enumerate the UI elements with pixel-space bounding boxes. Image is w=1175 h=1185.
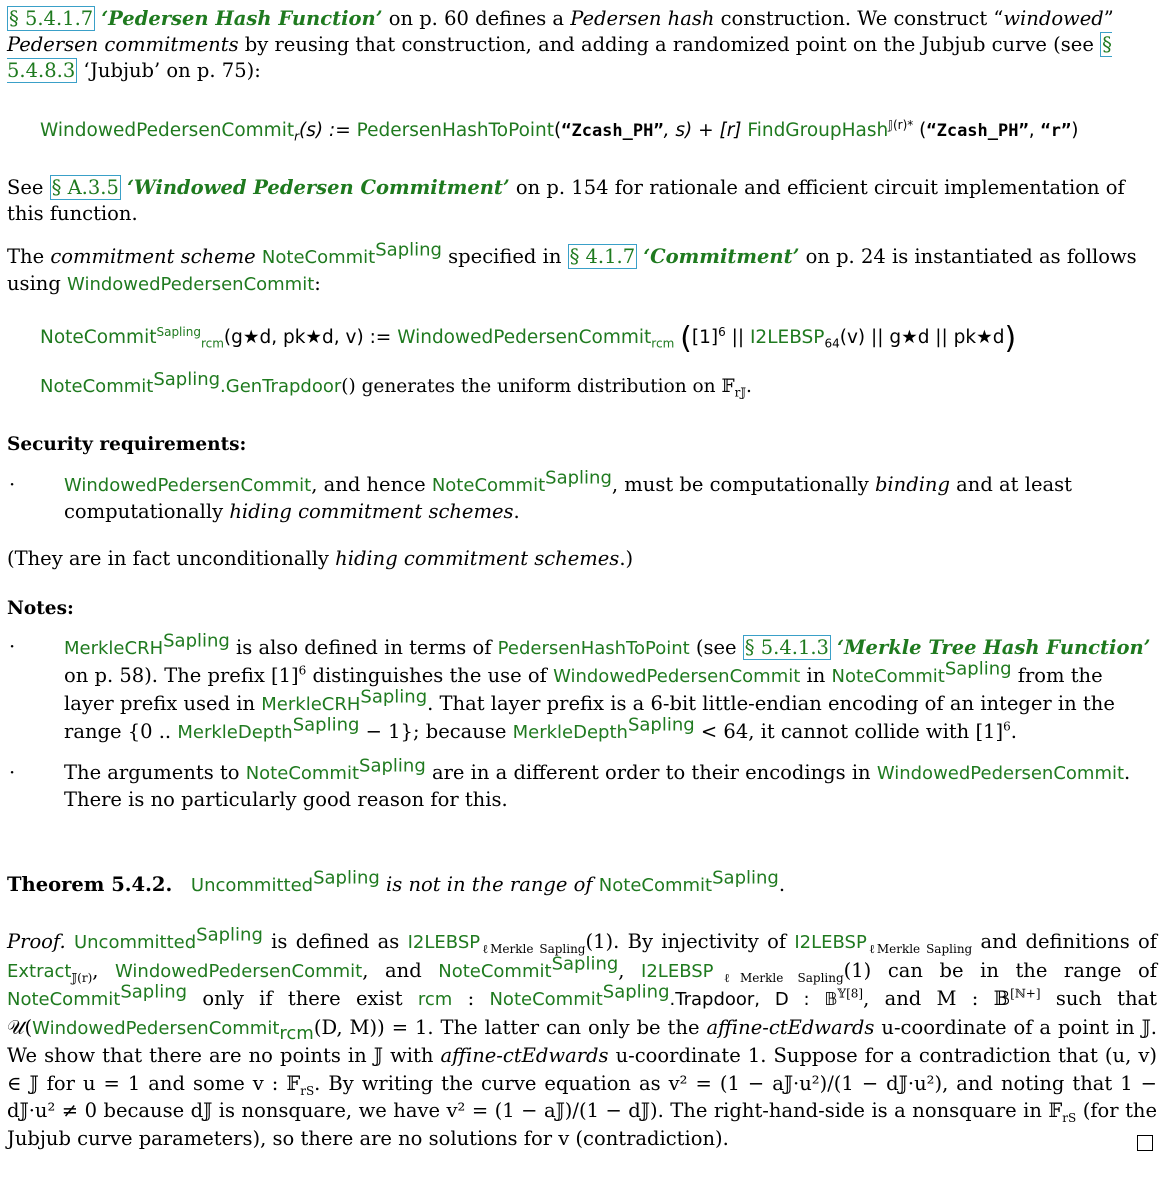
section-link-pedersen-hash[interactable]: § 5.4.1.7 — [9, 7, 94, 30]
superscript: 𝕐[8] — [837, 986, 864, 1001]
note-text: on p. 58). The prefix [1] — [64, 664, 299, 687]
proof-text: , and M : 𝔹 — [863, 987, 1011, 1010]
fn-merkle-crh[interactable]: MerkleCRH — [64, 638, 164, 659]
proof-text: .Trapdoor, D : 𝔹 — [669, 989, 838, 1010]
superscript: Sapling — [156, 324, 201, 339]
subscript: ℓMerkle Sapling — [866, 941, 973, 956]
fn-merkle-crh[interactable]: MerkleCRH — [261, 694, 361, 715]
paren-emph: hiding commitment schemes — [335, 547, 620, 570]
fn-find-group-hash[interactable]: FindGroupHash — [747, 120, 889, 141]
string-literal: “r” — [1040, 121, 1072, 141]
string-literal: “Zcash_PH” — [561, 121, 664, 141]
math-text: || — [725, 327, 750, 348]
section-link-jubjub[interactable]: § 5.4.8.3 — [7, 33, 1112, 82]
bullet-text: and at least computationally — [64, 473, 1072, 523]
fn-windowed-pedersen-commit[interactable]: WindowedPedersenCommit — [115, 960, 363, 982]
fn-i2lebsp[interactable]: I2LEBSP — [794, 932, 867, 953]
proof-text: . By writing the curve equation as v² = (1 − a𝕁·u²)/(1 − d𝕁·u²), and noting that 1 − d𝕁·u² ≠ 0 because d𝕁 is nonsquare, we have v² = (1 − a𝕁)/(1 − d𝕁). The right-hand-side is a nonsquare in 𝔽 — [7, 1071, 1157, 1122]
math-text: ) — [1071, 120, 1079, 141]
subscript: r — [294, 129, 300, 144]
intro-text: on p. 60 defines a — [382, 7, 571, 30]
note-text: (see — [689, 636, 743, 659]
paren-text: .) — [619, 547, 634, 570]
proof-text: (1). By injectivity of — [585, 930, 795, 953]
superscript: 𝕁(r)* — [888, 117, 914, 132]
section-title-merkle-tree[interactable]: ‘Merkle Tree Hash Function’ — [837, 636, 1151, 659]
note-text: − 1}; because — [359, 720, 513, 743]
note-commit-definition — [40, 321, 1150, 356]
fn-gen-trapdoor[interactable]: .GenTrapdoor — [220, 376, 342, 397]
proof-text: is defined as — [262, 930, 408, 953]
math-text: () generates the uniform distribution on 𝔽 — [341, 376, 735, 397]
subscript: 64 — [824, 336, 840, 351]
intro-emph: windowed — [1003, 7, 1104, 30]
theorem-5-4-2 — [7, 867, 1157, 899]
fn-i2lebsp[interactable]: I2LEBSP — [641, 960, 714, 982]
superscript: Sapling — [602, 981, 670, 1003]
scheme-paragraph — [7, 239, 1157, 298]
fn-note-commit[interactable]: NoteCommit — [261, 247, 376, 268]
fn-note-commit[interactable]: NoteCommit — [489, 989, 603, 1010]
superscript: Sapling — [313, 867, 380, 889]
see-paragraph — [7, 175, 1157, 227]
note-text: The arguments to — [64, 761, 246, 784]
superscript: Sapling — [163, 630, 230, 652]
note-text: . That layer prefix is a 6-bit little-endian encoding of an integer in the range {0 .. — [64, 692, 1115, 743]
proof-text: (D, M)) = 1. The latter can only be the — [313, 1015, 707, 1039]
notes-heading: Notes: — [7, 598, 74, 619]
fn-extract[interactable]: Extract — [7, 960, 72, 982]
note-text: . There is no particularly good reason for this. — [64, 761, 1131, 811]
fn-windowed-pedersen-commit[interactable]: WindowedPedersenCommit — [67, 274, 315, 295]
fn-merkle-depth[interactable]: MerkleDepth — [177, 722, 293, 743]
subscript: rcm — [279, 1022, 314, 1044]
fn-windowed-pedersen-commit[interactable]: WindowedPedersenCommit — [40, 120, 295, 141]
fn-windowed-pedersen-commit[interactable]: WindowedPedersenCommit — [876, 763, 1125, 784]
subscript: rS — [300, 1083, 315, 1098]
proof-text: , and — [362, 958, 439, 982]
scheme-text: on p. 24 is instantiated as follows using — [7, 245, 1137, 295]
note-text: is also defined in terms of — [229, 636, 498, 659]
bullet-dot: · — [9, 635, 16, 658]
proof-text: and definitions of — [972, 930, 1157, 953]
see-text: See — [7, 176, 50, 199]
fn-windowed-pedersen-commit[interactable]: WindowedPedersenCommit — [32, 1017, 280, 1039]
windowed-pedersen-definition — [40, 118, 1150, 144]
bullet-text: . — [513, 500, 520, 523]
unconditional-note — [7, 546, 1157, 572]
superscript: Sapling — [196, 924, 263, 946]
superscript: Sapling — [712, 867, 779, 889]
superscript: Sapling — [359, 755, 426, 777]
fn-note-commit[interactable]: NoteCommit — [831, 666, 945, 687]
intro-text: ‘Jubjub’ on p. 75): — [77, 59, 261, 82]
scheme-emph: commitment scheme — [50, 245, 256, 268]
fn-merkle-depth[interactable]: MerkleDepth — [512, 722, 628, 743]
fn-uncommitted[interactable]: Uncommitted — [73, 932, 197, 953]
qed-box-icon — [1137, 1135, 1153, 1151]
fn-i2lebsp[interactable]: I2LEBSP — [407, 932, 481, 953]
bullet-dot: · — [9, 473, 16, 496]
math-text: , — [1028, 120, 1041, 141]
theorem-text: is not in the range of — [379, 873, 599, 896]
math-text: ( — [913, 120, 927, 141]
paren-text: (They are in fact unconditionally — [7, 547, 336, 570]
proof-emph: affine-ctEdwards — [440, 1044, 609, 1067]
scheme-text: The — [7, 245, 51, 268]
subscript: rcm — [200, 336, 224, 351]
fn-uncommitted[interactable]: Uncommitted — [190, 875, 314, 896]
fn-note-commit[interactable]: NoteCommit — [245, 763, 360, 784]
fn-note-commit[interactable]: NoteCommit — [40, 327, 157, 348]
fn-note-commit[interactable]: NoteCommit — [7, 989, 121, 1010]
scheme-text: specified in — [441, 245, 568, 268]
section-link-windowed-commitment[interactable]: § A.3.5 — [51, 176, 119, 199]
math-text: [1] — [691, 327, 719, 348]
proof-label: Proof. — [7, 930, 66, 953]
fn-note-commit[interactable]: NoteCommit — [40, 376, 154, 397]
bullet-text: , and hence — [311, 473, 432, 496]
subscript: r𝕁 — [734, 385, 747, 400]
note-bullet-2 — [7, 755, 1157, 813]
proof: Proof. Uncommitted$^{Sapling}$ is defined as $I2LEBSP_{\ell Merkle Sapling}(1)$. By injectivity of $I2LEBSP_{\ell Merkle Sapling}$ and definitions of Extract$_{𝕁(r)}$, WindowedPedersenCommit, and NoteCommit$^{Sapling}$, $I2LEBSP_{\ell Merkle Sapling}(1)$ can be in the range of NoteCommit$^{Sapling}$ only if there exist rcm : NoteCommit$^{Sapling}$.Trapdoor, D : 𝔹$^{𝕐[8]}$, and M : 𝔹[ℕ+] such that 𝒰(WindowedPedersenCommit$_{rcm}$(D, M)) = 1. The latter can only be the affine-ctEdwards u-coordinate of a point in 𝕁. We show that there are no points in 𝕁 with affine-ctEdwards u-coordinate 1. Suppose for a contradiction that (u, v) ∈ 𝕁 for u = 1 and some v : 𝔽$_{rS}$. By writing the curve equation as v² = (1 − a𝕁·u²)/(1 − d𝕁·u²), and noting that 1 − d𝕁·u² ≠ 0 because d𝕁 is nonsquare, we have v² = (1 − a𝕁)/(1 − d𝕁). The right-hand-side is a nonsquare in 𝔽$_{rS}$ (for the Jubjub curve parameters), so there are no solutions for v (contradiction). — [7, 924, 1158, 1150]
proof-text: u-coordinate of a point in 𝕁. We show that there are no points in 𝕁 with — [7, 1015, 1157, 1067]
bullet-emph: hiding commitment schemes — [229, 500, 514, 523]
bullet-dot: · — [9, 761, 16, 784]
fn-pedersen-hash-to-point[interactable]: PedersenHashToPoint — [356, 120, 555, 141]
security-heading: Security requirements: — [7, 434, 247, 455]
see-text: on p. 154 for rationale and efficient circuit implementation of this function. — [7, 176, 1125, 225]
scheme-text: : — [314, 272, 321, 295]
superscript: Sapling — [153, 368, 221, 390]
intro-paragraph — [7, 6, 1157, 84]
superscript: Sapling — [120, 981, 188, 1003]
fn-windowed-pedersen-commit[interactable]: WindowedPedersenCommit — [397, 327, 652, 348]
bullet-text: , must be computationally — [611, 473, 875, 496]
var-rcm[interactable]: rcm — [417, 989, 453, 1010]
intro-emph: Pedersen commitments — [7, 33, 239, 56]
fn-pedersen-hash-to-point[interactable]: PedersenHashToPoint — [497, 638, 690, 659]
subscript: rS — [1062, 1110, 1077, 1125]
proof-emph: affine-ctEdwards — [706, 1015, 875, 1039]
fn-note-commit[interactable]: NoteCommit — [431, 475, 546, 496]
note-bullet-1 — [7, 630, 1157, 746]
security-bullet — [7, 467, 1157, 525]
note-text: are in a different order to their encodings in — [425, 761, 877, 784]
proof-text: only if there exist — [187, 987, 418, 1010]
superscript: 6 — [718, 324, 726, 339]
superscript: Sapling — [360, 686, 428, 708]
paren-open: ( — [680, 321, 692, 356]
theorem-text: . — [778, 873, 786, 896]
intro-text: ” — [1103, 7, 1114, 30]
note-text: < 64, it cannot collide with [1] — [694, 720, 1004, 743]
string-literal: “Zcash_PH” — [926, 121, 1029, 141]
theorem-label: Theorem 5.4.2. — [7, 873, 173, 896]
superscript: [ℕ+] — [1010, 986, 1041, 1001]
intro-text: by reusing that construction, and adding a randomized point on the Jubjub curve (see — [238, 33, 1101, 56]
section-link-merkle-tree[interactable]: § 5.4.1.3 — [744, 636, 829, 659]
proof-text: : — [452, 987, 490, 1010]
superscript: Sapling — [627, 714, 695, 736]
fn-i2lebsp[interactable]: I2LEBSP — [749, 327, 825, 348]
superscript: 6 — [1003, 719, 1011, 734]
section-link-commitment[interactable]: § 4.1.7 — [569, 245, 636, 268]
math-text: (v) || g★d || pk★d — [839, 327, 1005, 348]
intro-emph: Pedersen hash — [570, 7, 715, 30]
proof-text: (for the Jubjub curve parameters), so there are no solutions for v (contradiction). — [7, 1099, 1158, 1150]
fn-note-commit[interactable]: NoteCommit — [598, 875, 713, 896]
math-text: . — [746, 376, 752, 397]
section-title-commitment[interactable]: ‘Commitment’ — [643, 245, 800, 268]
subscript: rcm — [651, 336, 675, 351]
fn-windowed-pedersen-commit[interactable]: WindowedPedersenCommit — [553, 666, 801, 687]
math-text: , s) + [r] — [663, 120, 748, 141]
bullet-emph: binding — [874, 473, 950, 496]
subscript: ℓMerkle Sapling — [713, 970, 844, 985]
note-text: distinguishes the use of — [306, 664, 554, 687]
proof-text: (1) can be in the range of — [843, 958, 1157, 982]
intro-text: construction. We construct “ — [714, 7, 1004, 30]
superscript: Sapling — [292, 714, 360, 736]
proof-text: such that 𝒰( — [7, 987, 1158, 1039]
math-text: ( — [554, 120, 562, 141]
superscript: Sapling — [551, 953, 619, 974]
superscript: 6 — [298, 663, 307, 678]
fn-note-commit[interactable]: NoteCommit — [438, 960, 552, 982]
math-text: (g★d, pk★d, v) := — [223, 327, 398, 348]
note-text: in — [800, 664, 832, 687]
paren-close: ) — [1004, 321, 1017, 356]
note-text: from the layer prefix used in — [64, 664, 1103, 715]
section-title-windowed-commitment[interactable]: ‘Windowed Pedersen Commitment’ — [127, 176, 510, 199]
math-text: (s) := — [299, 120, 357, 141]
fn-windowed-pedersen-commit[interactable]: WindowedPedersenCommit — [64, 475, 312, 496]
note-text: . — [1010, 720, 1017, 743]
section-title-pedersen-hash[interactable]: ‘Pedersen Hash Function’ — [101, 7, 383, 30]
gen-trapdoor-line — [40, 368, 1150, 400]
superscript: Sapling — [545, 467, 612, 489]
subscript: 𝕁(r) — [71, 970, 93, 985]
superscript: Sapling — [375, 239, 442, 261]
superscript: Sapling — [944, 658, 1012, 680]
subscript: ℓMerkle Sapling — [480, 941, 586, 956]
proof-text: u-coordinate 1. Suppose for a contradiction that (u, v) ∈ 𝕁 for u = 1 and some v : 𝔽 — [7, 1044, 1157, 1095]
